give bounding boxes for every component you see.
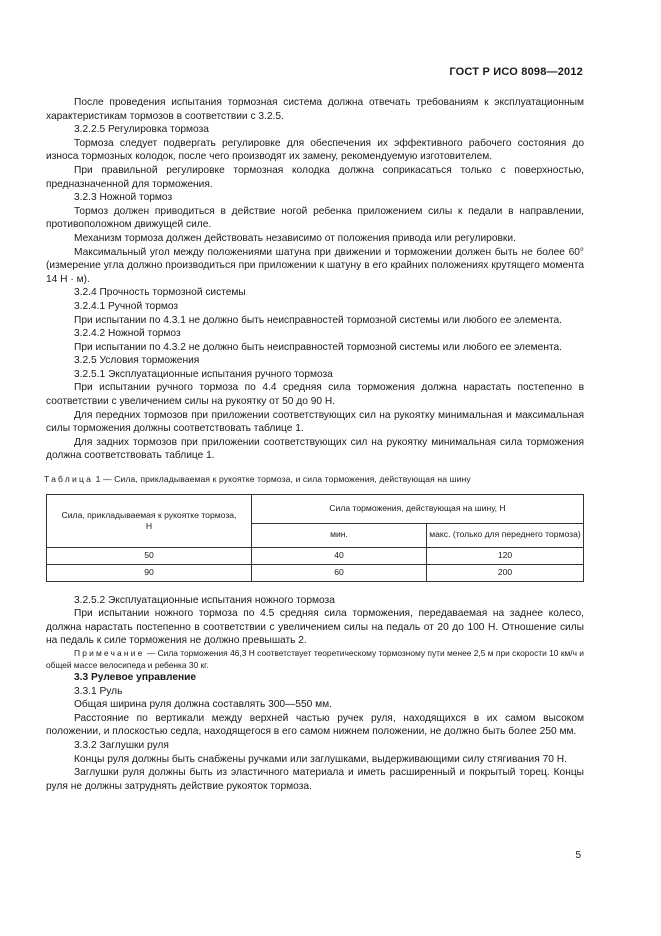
cell-max: 200 bbox=[427, 564, 584, 581]
paragraph: Тормоза следует подвергать регулировке для обеспечения их эффективного рабочего состояния до износа тормозных колодок, после чего производят их замену, рекомендуемую изготовителем. bbox=[46, 137, 584, 163]
cell-min: 60 bbox=[252, 564, 427, 581]
cell-min: 40 bbox=[252, 547, 427, 564]
page-number: 5 bbox=[575, 850, 581, 861]
paragraph: При правильной регулировке тормозная колодка должна соприкасаться только с поверхностью, предназначенной для торможения. bbox=[46, 164, 584, 190]
col-header-min: мин. bbox=[252, 523, 427, 547]
paragraph: При испытании по 4.3.1 не должно быть неисправностей тормозной системы или любого ее элемента. bbox=[74, 314, 562, 326]
cell-force: 50 bbox=[47, 547, 252, 564]
paragraph: После проведения испытания тормозная система должна отвечать требованиям к эксплуатационным характеристикам тормозов в соответствии с 3.2.5. bbox=[46, 97, 584, 122]
section-heading: 3.2.5 Условия торможения bbox=[74, 355, 200, 367]
section-heading: 3.2.4.2 Ножной тормоз bbox=[74, 328, 181, 340]
col-header-max: макс. (только для переднего тормоза) bbox=[427, 523, 584, 547]
paragraph: Заглушки руля должны быть из эластичного материала и иметь расширенный и покрытый торец. Концы руля не должны затруднять действие рукояток тормоза. bbox=[46, 767, 584, 792]
note-text: — Сила торможения 46,3 Н соответствует теоретическому тормозному пути менее 2,5 м при скорости 10 км/ч и общей массе велосипеда и ребенка 30 кг. bbox=[46, 648, 584, 670]
paragraph: Для задних тормозов при приложении соответствующих сил на рукоятку минимальная сила торможения должна соответствовать таблице 1. bbox=[46, 436, 584, 462]
paragraph: При испытании ножного тормоза по 4.5 средняя сила торможения, передаваемая на заднее колесо, должна нарастать постепенно в соответствии с увеличением силы на педаль от 20 до 100 Н. Отношение силы на педаль к силе торможения не должно превышать 2. bbox=[46, 608, 584, 647]
table-row bbox=[47, 547, 584, 564]
section-heading: 3.2.2.5 Регулировка тормоза bbox=[74, 124, 209, 136]
brake-force-table bbox=[46, 494, 584, 582]
table-caption-prefix: Таблица bbox=[44, 474, 94, 485]
table-caption-text: 1 — Сила, прикладываемая к рукоятке тормоза, и сила торможения, действующая на шину bbox=[93, 474, 471, 485]
section-heading: 3.2.4 Прочность тормозной системы bbox=[74, 287, 246, 299]
paragraph: Для передних тормозов при приложении соответствующих сил на рукоятку минимальная и максимальная силы торможения должны соответствовать таблице 1. bbox=[46, 409, 584, 435]
section-heading: 3.2.4.1 Ручной тормоз bbox=[74, 300, 179, 312]
note-label: Примечание bbox=[74, 648, 145, 658]
paragraph: Общая ширина руля должна составлять 300—550 мм. bbox=[74, 699, 332, 711]
col-group-header-braking-force: Сила торможения, действующая на шину, Н bbox=[252, 494, 584, 523]
section-brakes-text bbox=[46, 96, 584, 463]
section-heading: 3.2.5.2 Эксплуатационные испытания ножного тормоза bbox=[74, 594, 335, 606]
cell-max: 120 bbox=[427, 547, 584, 564]
section-heading: 3.3.1 Руль bbox=[74, 685, 123, 697]
paragraph: При испытании по 4.3.2 не должно быть неисправностей тормозной системы или любого ее элемента. bbox=[74, 341, 562, 353]
paragraph: Максимальный угол между положениями шатуна при движении и торможении должен быть не более 60° (измерение угла должно производиться при приложении к шатуну в его крайних положениях крутящего момента 14 Н · м). bbox=[46, 246, 584, 285]
section-foot-brake-test bbox=[46, 594, 584, 648]
section-heading: 3.2.5.1 Эксплуатационные испытания ручного тормоза bbox=[74, 368, 333, 380]
section-heading: 3.3.2 Заглушки руля bbox=[74, 739, 169, 751]
page-content bbox=[46, 96, 584, 793]
paragraph: При испытании ручного тормоза по 4.4 средняя сила торможения должна нарастать постепенно в соответствии с увеличением силы на рукоятку от 50 до 90 Н. bbox=[46, 382, 584, 408]
paragraph: Концы руля должны быть снабжены ручками или заглушками, выдерживающими силу стягивания 70 Н. bbox=[74, 753, 567, 765]
paragraph: Тормоз должен приводиться в действие ногой ребенка приложением силы к педали в направлении, противоположном движущей силе. bbox=[46, 205, 584, 231]
table-caption bbox=[44, 473, 584, 487]
table-row bbox=[47, 564, 584, 581]
note bbox=[46, 648, 584, 671]
page-header-standard: ГОСТ Р ИСО 8098—2012 bbox=[449, 66, 583, 78]
paragraph: Расстояние по вертикали между верхней частью ручек руля, находящихся в их самом высоком положении, и плоскостью седла, находящегося в его самом нижнем положении, не должно быть более 250 мм. bbox=[46, 712, 584, 738]
section-heading: 3.2.3 Ножной тормоз bbox=[74, 192, 173, 204]
cell-force: 90 bbox=[47, 564, 252, 581]
col-header-lever-force: Сила, прикладываемая к рукоятке тормоза, Н bbox=[47, 494, 252, 547]
paragraph: Механизм тормоза должен действовать независимо от положения привода или регулировки. bbox=[74, 232, 516, 244]
section-steering-text bbox=[46, 671, 584, 793]
section-heading: 3.3 Рулевое управление bbox=[74, 672, 197, 683]
